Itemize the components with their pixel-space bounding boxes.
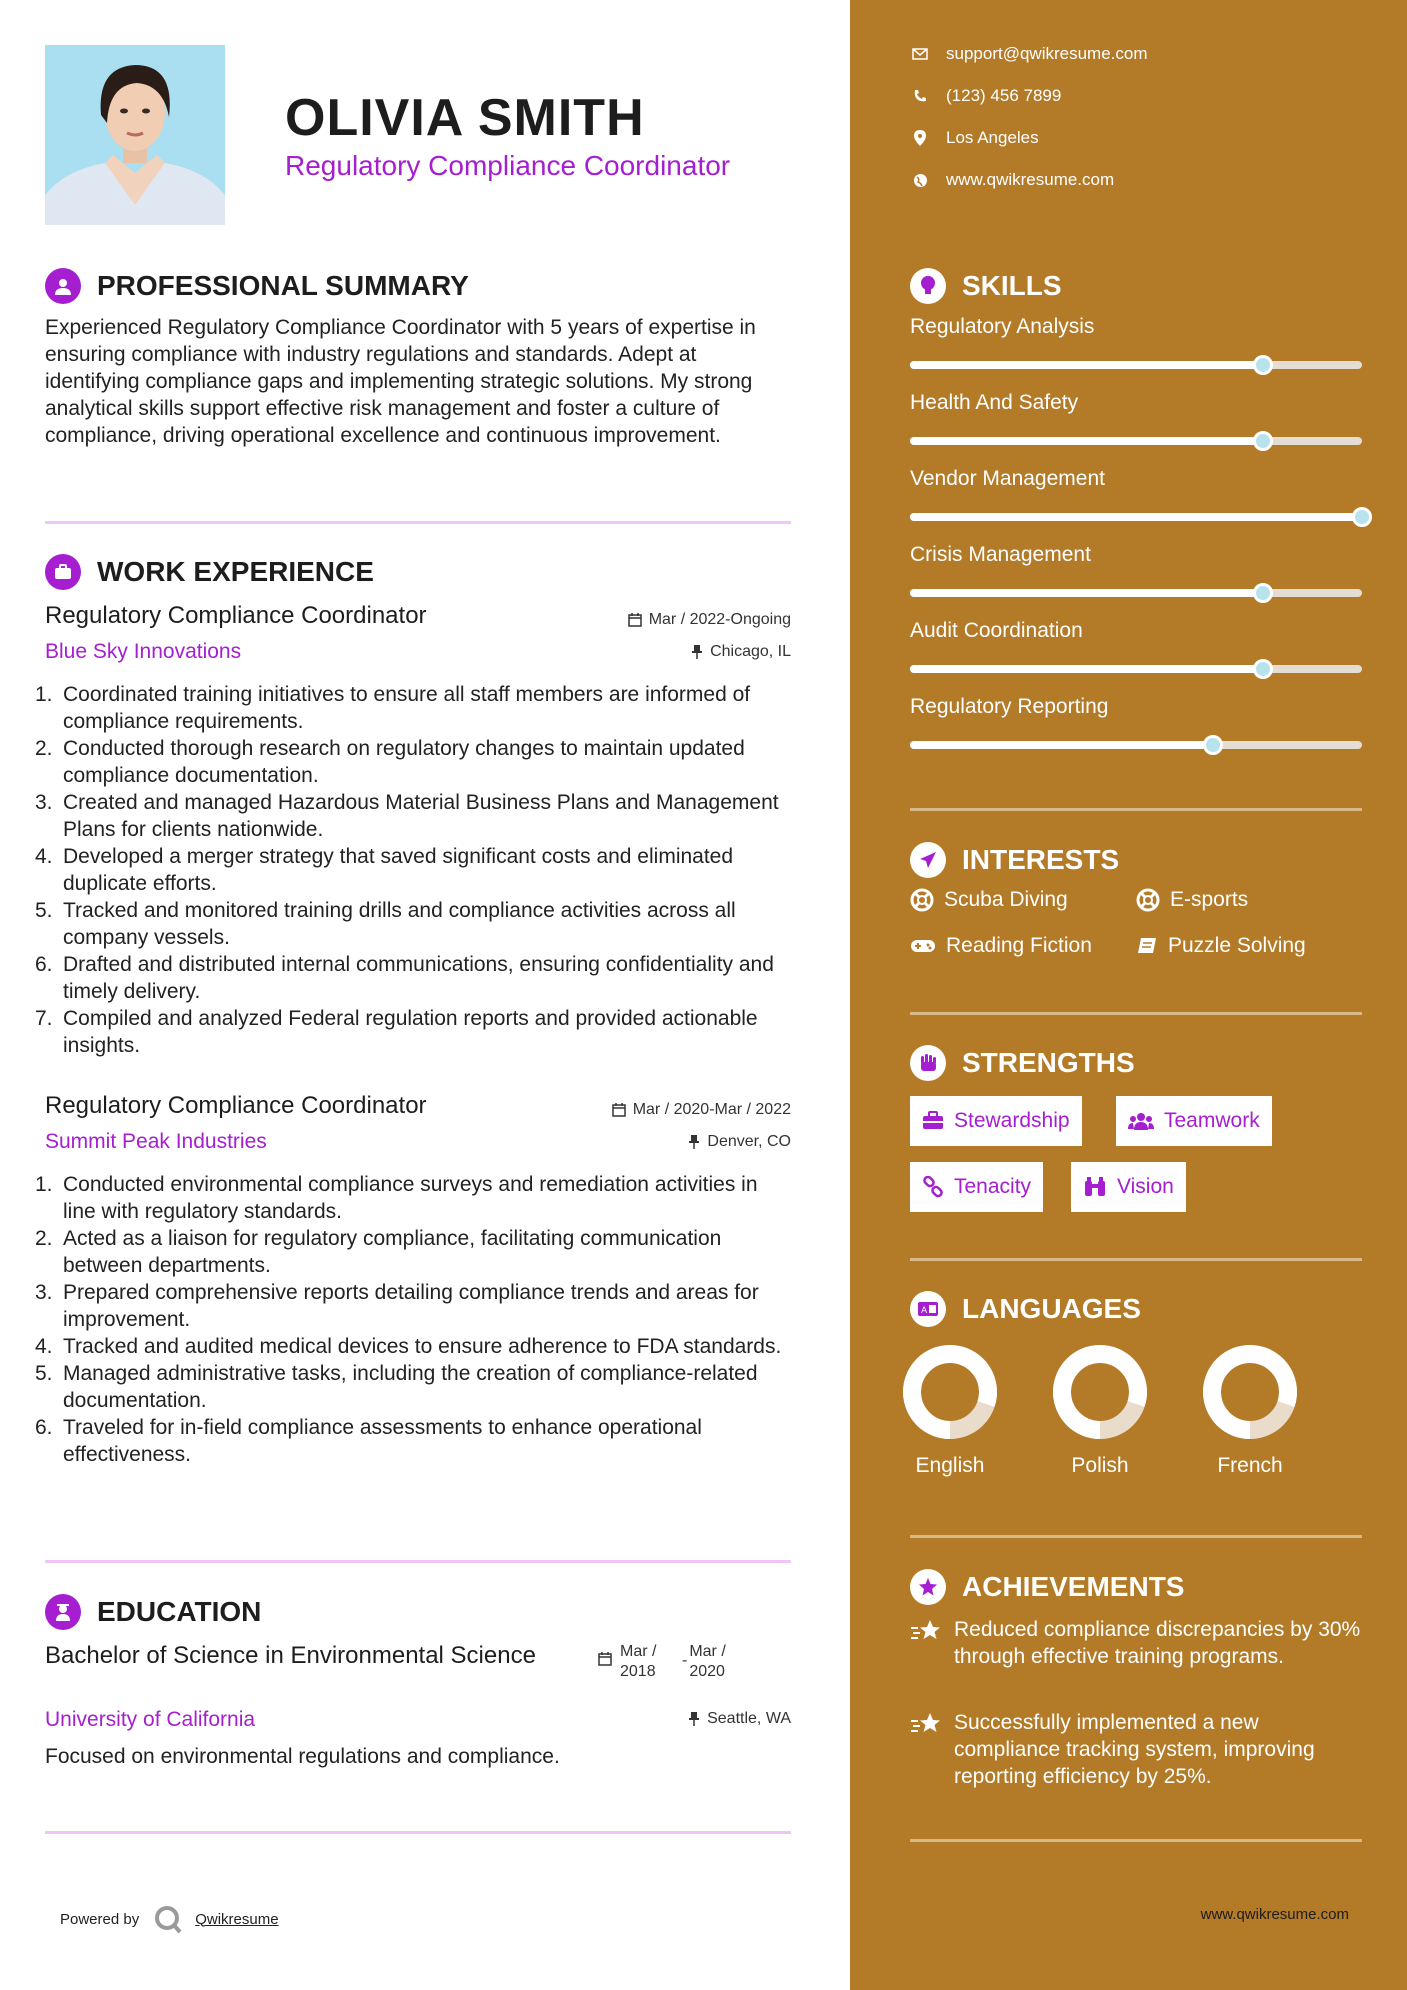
job-title: Regulatory Compliance Coordinator	[45, 1092, 427, 1119]
interests-heading-text: INTERESTS	[962, 844, 1120, 875]
skill-level-knob	[1203, 735, 1223, 755]
language-ring	[902, 1344, 998, 1440]
list-item: 2. Conducted thorough research on regulatory changes to maintain updated compliance documentation.	[35, 737, 745, 787]
language-item	[1185, 1344, 1315, 1478]
language-item	[885, 1344, 1015, 1478]
skill-level-knob	[1253, 583, 1273, 603]
skill-bar-fill	[910, 665, 1263, 673]
summary-heading-text: PROFESSIONAL SUMMARY	[97, 270, 469, 301]
skills-heading-text: SKILLS	[962, 270, 1062, 301]
interest-item	[1136, 934, 1306, 958]
list-item: 6. Drafted and distributed internal communications, ensuring confidentiality and timely delivery.	[35, 953, 774, 1003]
achievement-text: Reduced compliance discrepancies by 30% through effective training programs.	[954, 1618, 1361, 1668]
experience-heading	[45, 554, 374, 590]
list-item: 1. Coordinated training initiatives to ensure all staff members are informed of compliance requirements.	[35, 683, 751, 733]
profile-photo	[45, 45, 225, 225]
skill-bar	[910, 513, 1362, 521]
languages-heading-text: LANGUAGES	[962, 1293, 1141, 1324]
contact-website	[910, 170, 1114, 190]
language-icon	[910, 1291, 946, 1327]
job-company: Blue Sky Innovations	[45, 640, 242, 663]
language-name: Polish	[1071, 1454, 1129, 1477]
skill-level-knob	[1352, 507, 1372, 527]
education-end: Mar / 2020	[689, 1643, 726, 1680]
list-item: 5. Managed administrative tasks, including the creation of compliance-related documentation.	[35, 1362, 758, 1412]
skill-bar	[910, 589, 1362, 597]
skill-bar-fill	[910, 437, 1263, 445]
education-school: University of California	[45, 1708, 256, 1731]
education-start: Mar / 2018	[620, 1643, 657, 1680]
skill-bar-fill	[910, 513, 1362, 521]
education-location-text: Seattle, WA	[707, 1710, 791, 1727]
list-item: 4. Developed a merger strategy that saved significant costs and eliminated duplicate efforts.	[35, 845, 734, 895]
job-dates	[612, 1101, 791, 1119]
education-description: Focused on environmental regulations and compliance.	[45, 1745, 560, 1768]
skill-bar-fill	[910, 361, 1263, 369]
interests-heading	[910, 842, 1119, 878]
skills-heading	[910, 268, 1062, 304]
skill-bar-fill	[910, 741, 1213, 749]
education-heading	[45, 1594, 261, 1630]
pin-icon	[688, 1712, 700, 1726]
user-icon	[45, 268, 81, 304]
skill-bar	[910, 437, 1362, 445]
skill-level-knob	[1253, 659, 1273, 679]
contact-location-text: Los Angeles	[946, 128, 1039, 147]
binoculars-icon	[1083, 1177, 1107, 1197]
contact-phone-text[interactable]: (123) 456 7899	[946, 86, 1062, 105]
section-divider	[45, 521, 791, 524]
job-bullets	[35, 1171, 795, 1468]
strength-label: Stewardship	[954, 1109, 1070, 1132]
calendar-icon	[628, 613, 642, 627]
pin-icon	[688, 1135, 700, 1149]
skill-label: Regulatory Analysis	[910, 315, 1095, 338]
skill-bar	[910, 361, 1362, 369]
strength-chip	[910, 1162, 1043, 1212]
graduate-icon	[45, 1594, 81, 1630]
strengths-heading-text: STRENGTHS	[962, 1047, 1135, 1078]
achievement-text: Successfully implemented a new compliance tracking system, improving reporting efficiency by 25%.	[954, 1711, 1315, 1788]
list-item: 3. Created and managed Hazardous Material Business Plans and Management Plans for clients nationwide.	[35, 791, 779, 841]
list-item: 5. Tracked and monitored training drills and compliance activities across all company vessels.	[35, 899, 736, 949]
qwikresume-logo-icon	[153, 1904, 183, 1934]
skill-bar	[910, 741, 1362, 749]
summary-text: Experienced Regulatory Compliance Coordinator with 5 years of expertise in ensuring compliance with industry regulations and standards. Adept at identifying compliance gaps and implementing strategic solutions. My strong analytical skills support effective risk management and foster a culture of compliance, driving operational excellence and continuous improvement.	[45, 316, 756, 447]
shooting-star-icon	[910, 1618, 942, 1644]
education-heading-text: EDUCATION	[97, 1596, 262, 1627]
list-item: 2. Acted as a liaison for regulatory compliance, facilitating communication between departments.	[35, 1227, 722, 1277]
list-item: 4. Tracked and audited medical devices to ensure adherence to FDA standards.	[35, 1335, 782, 1358]
briefcase-icon	[45, 554, 81, 590]
sidebar-divider	[910, 1012, 1362, 1015]
life-ring-icon	[910, 888, 934, 912]
list-item: 7. Compiled and analyzed Federal regulation reports and provided actionable insights.	[35, 1007, 758, 1057]
interest-item	[1136, 888, 1248, 912]
envelope-icon	[910, 48, 930, 60]
languages-heading	[910, 1291, 1141, 1327]
contact-phone	[910, 86, 1061, 106]
contact-location	[910, 128, 1039, 148]
interest-item	[910, 888, 1068, 912]
powered-by	[60, 1904, 279, 1934]
sidebar-divider	[910, 808, 1362, 811]
strengths-heading	[910, 1045, 1135, 1081]
shooting-star-icon	[910, 1711, 942, 1737]
paper-plane-icon	[910, 842, 946, 878]
list-item: 3. Prepared comprehensive reports detailing compliance trends and areas for improvement.	[35, 1281, 759, 1331]
education-date-separator: -	[682, 1652, 688, 1669]
footer-url[interactable]: www.qwikresume.com	[1200, 1906, 1349, 1923]
svg-text:A: A	[921, 1306, 928, 1316]
sidebar-divider	[910, 1535, 1362, 1538]
language-item	[1035, 1344, 1165, 1478]
job-dates	[628, 611, 791, 629]
phone-icon	[910, 89, 930, 103]
list-item: 1. Conducted environmental compliance surveys and remediation activities in line with regulatory standards.	[35, 1173, 758, 1223]
skill-label: Regulatory Reporting	[910, 695, 1109, 718]
achievements-heading	[910, 1569, 1184, 1605]
section-divider	[45, 1831, 791, 1834]
education-location	[688, 1710, 791, 1728]
skill-level-knob	[1253, 431, 1273, 451]
interest-label: Reading Fiction	[946, 934, 1092, 957]
strength-chip	[910, 1096, 1082, 1146]
map-marker-icon	[910, 130, 930, 146]
star-badge-icon	[910, 1569, 946, 1605]
education-degree: Bachelor of Science in Environmental Science	[45, 1642, 536, 1669]
sidebar	[850, 0, 1407, 1990]
sidebar-divider	[910, 1839, 1362, 1842]
job-company: Summit Peak Industries	[45, 1130, 267, 1153]
skill-label: Audit Coordination	[910, 619, 1083, 642]
fist-icon	[910, 1045, 946, 1081]
experience-heading-text: WORK EXPERIENCE	[97, 556, 374, 587]
powered-by-brand-link[interactable]: Qwikresume	[195, 1910, 279, 1928]
strength-label: Teamwork	[1164, 1109, 1260, 1132]
calendar-icon	[598, 1652, 612, 1666]
summary-heading	[45, 268, 469, 304]
contact-email	[910, 44, 1148, 64]
skill-level-knob	[1253, 355, 1273, 375]
language-ring	[1052, 1344, 1148, 1440]
interest-label: Puzzle Solving	[1168, 934, 1306, 957]
list-item: 6. Traveled for in-field compliance assessments to enhance operational effectiveness.	[35, 1416, 702, 1466]
book-icon	[1136, 936, 1158, 956]
candidate-name: OLIVIA SMITH	[285, 89, 645, 147]
lightbulb-icon	[910, 268, 946, 304]
strength-chip	[1071, 1162, 1186, 1212]
pin-icon	[691, 645, 703, 659]
candidate-title: Regulatory Compliance Coordinator	[285, 150, 731, 181]
job-bullets	[35, 681, 795, 1059]
job-location-text: Chicago, IL	[710, 643, 791, 660]
skill-bar	[910, 665, 1362, 673]
avatar-illustration-icon	[45, 45, 225, 225]
strength-label: Tenacity	[954, 1175, 1032, 1198]
job-location-text: Denver, CO	[707, 1133, 791, 1150]
gamepad-icon	[910, 937, 936, 955]
life-ring-icon	[1136, 888, 1160, 912]
briefcase-icon	[922, 1111, 944, 1131]
achievements-heading-text: ACHIEVEMENTS	[962, 1571, 1185, 1602]
powered-by-text: Powered by	[60, 1910, 140, 1928]
education-dates	[598, 1642, 737, 1682]
skill-label: Crisis Management	[910, 543, 1091, 566]
language-ring	[1202, 1344, 1298, 1440]
language-name: English	[915, 1454, 985, 1477]
job-dates-text: Mar / 2022-Ongoing	[648, 611, 791, 628]
interest-item	[910, 934, 1092, 958]
achievement-item	[910, 1709, 1370, 1790]
sidebar-divider	[910, 1258, 1362, 1261]
globe-icon	[910, 173, 930, 188]
contact-website-text[interactable]: www.qwikresume.com	[946, 170, 1115, 189]
strength-label: Vision	[1117, 1175, 1174, 1198]
interest-label: Scuba Diving	[944, 888, 1068, 911]
achievement-item	[910, 1616, 1370, 1670]
link-icon	[922, 1176, 944, 1198]
language-name: French	[1217, 1454, 1283, 1477]
job-location	[691, 643, 791, 661]
skill-label: Health And Safety	[910, 391, 1079, 414]
job-title: Regulatory Compliance Coordinator	[45, 602, 427, 629]
interest-label: E-sports	[1170, 888, 1249, 911]
strength-chip	[1116, 1096, 1272, 1146]
job-dates-text: Mar / 2020-Mar / 2022	[632, 1101, 791, 1118]
calendar-icon	[612, 1103, 626, 1117]
skill-label: Vendor Management	[910, 467, 1105, 490]
section-divider	[45, 1560, 791, 1563]
contact-email-text[interactable]: support@qwikresume.com	[946, 44, 1148, 63]
job-location	[688, 1133, 791, 1151]
users-icon	[1128, 1111, 1154, 1131]
skill-bar-fill	[910, 589, 1263, 597]
